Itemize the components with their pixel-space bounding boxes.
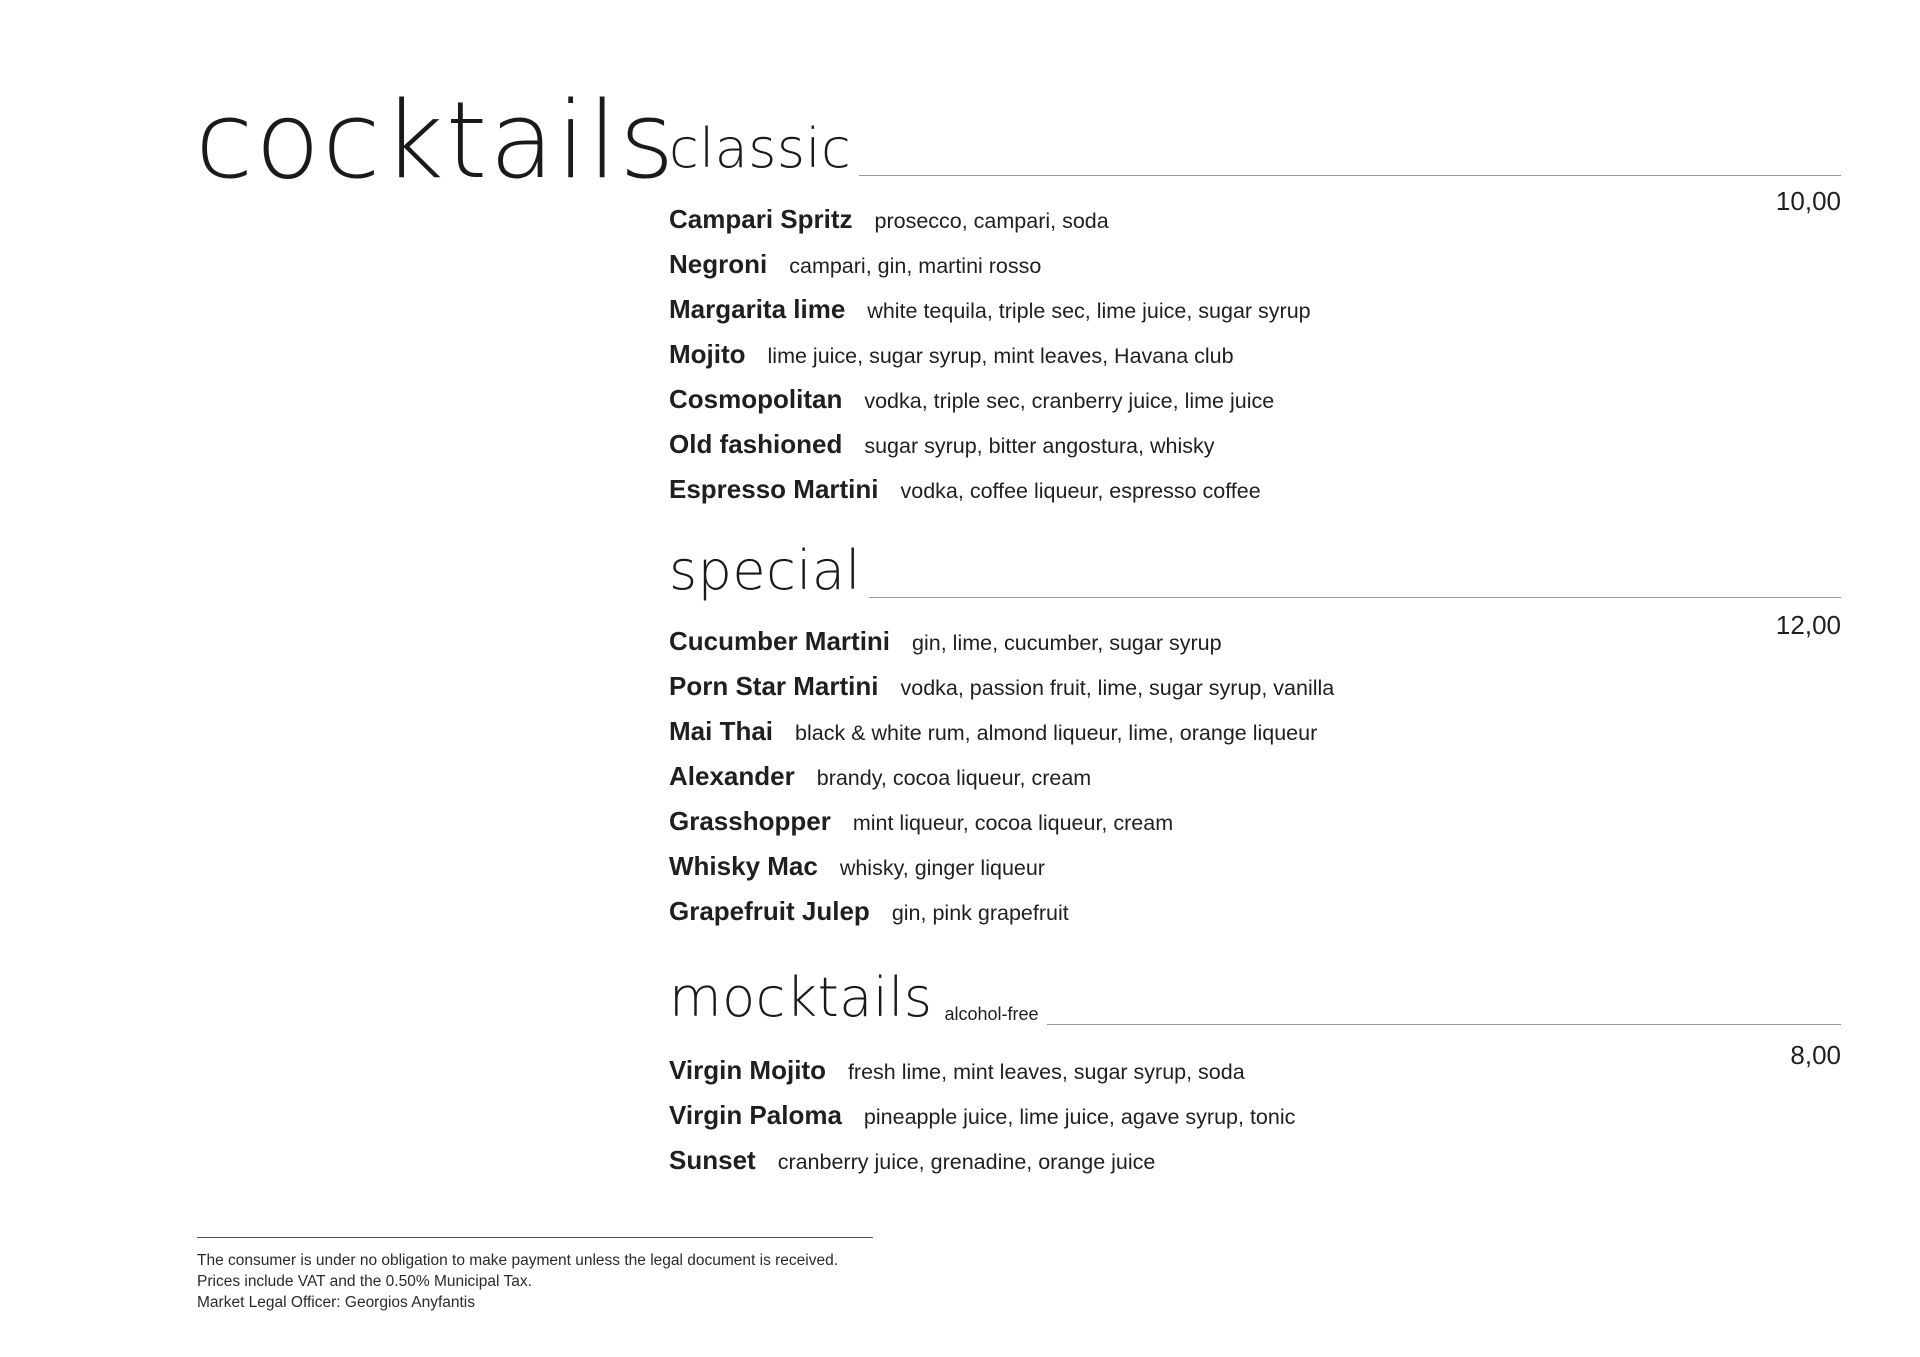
- item-ingredients: pineapple juice, lime juice, agave syrup, tonic: [863, 1105, 1296, 1129]
- legal-footer: [197, 1250, 838, 1313]
- menu-item: [669, 294, 1669, 339]
- footer-line: The consumer is under no obligation to make payment unless the legal document is received.: [197, 1252, 839, 1269]
- item-ingredients: whisky, ginger liqueur: [839, 856, 1045, 880]
- footer-divider: [197, 1237, 873, 1238]
- menu-item: [669, 384, 1669, 429]
- section-mocktails: [669, 966, 1841, 1175]
- item-name: Old fashioned: [669, 429, 843, 459]
- item-list: [669, 626, 1669, 941]
- section-divider: [1047, 1024, 1841, 1025]
- item-ingredients: brandy, cocoa liqueur, cream: [816, 766, 1092, 790]
- item-ingredients: gin, pink grapefruit: [891, 901, 1069, 925]
- menu-item: [669, 429, 1669, 474]
- menu-item: [669, 806, 1669, 851]
- menu-item: [669, 671, 1669, 716]
- section-price: 10,00: [1775, 186, 1841, 216]
- item-name: Alexander: [669, 761, 795, 791]
- item-name: Porn Star Martini: [669, 671, 879, 701]
- item-ingredients: vodka, passion fruit, lime, sugar syrup, vanilla: [900, 676, 1335, 700]
- item-name: Grapefruit Julep: [669, 896, 870, 926]
- section-special: [669, 539, 1841, 926]
- item-list: [669, 1055, 1669, 1190]
- section-header: [669, 966, 1841, 1029]
- item-ingredients: sugar syrup, bitter angostura, whisky: [864, 434, 1215, 458]
- section-price: 8,00: [1790, 1040, 1841, 1070]
- section-title: mocktails: [669, 966, 933, 1029]
- item-name: Negroni: [669, 249, 768, 279]
- item-ingredients: mint liqueur, cocoa liqueur, cream: [852, 811, 1174, 835]
- menu-item: [669, 1100, 1669, 1145]
- footer-line: Market Legal Officer: Georgios Anyfantis: [197, 1294, 475, 1311]
- menu-item: [669, 626, 1669, 671]
- menu-item: [669, 716, 1669, 761]
- section-divider: [869, 597, 1841, 598]
- item-ingredients: campari, gin, martini rosso: [789, 254, 1042, 278]
- item-list: [669, 204, 1669, 519]
- menu-item: [669, 851, 1669, 896]
- menu-item: [669, 249, 1669, 294]
- item-name: Mai Thai: [669, 716, 774, 746]
- section-title: classic: [669, 117, 852, 180]
- footer-line: Prices include VAT and the 0.50% Municipal Tax.: [197, 1273, 532, 1290]
- item-ingredients: white tequila, triple sec, lime juice, sugar syrup: [867, 299, 1311, 323]
- section-title: special: [669, 539, 861, 602]
- item-ingredients: lime juice, sugar syrup, mint leaves, Havana club: [767, 344, 1234, 368]
- menu-item: [669, 761, 1669, 806]
- item-ingredients: fresh lime, mint leaves, sugar syrup, soda: [847, 1060, 1245, 1084]
- item-ingredients: cranberry juice, grenadine, orange juice: [777, 1150, 1156, 1174]
- section-price: 12,00: [1775, 610, 1841, 640]
- item-name: Cucumber Martini: [669, 626, 891, 656]
- menu-item: [669, 1055, 1669, 1100]
- item-name: Mojito: [669, 339, 746, 369]
- menu-item: [669, 339, 1669, 384]
- section-classic: [669, 117, 1841, 504]
- item-name: Espresso Martini: [669, 474, 879, 504]
- item-name: Cosmopolitan: [669, 384, 843, 414]
- menu-item: [669, 474, 1669, 519]
- item-name: Sunset: [669, 1145, 756, 1175]
- section-header: [669, 539, 1841, 602]
- item-name: Grasshopper: [669, 806, 831, 836]
- item-ingredients: vodka, triple sec, cranberry juice, lime juice: [864, 389, 1275, 413]
- section-divider: [859, 175, 1841, 176]
- item-name: Margarita lime: [669, 294, 846, 324]
- item-name: Virgin Paloma: [669, 1100, 842, 1130]
- item-name: Campari Spritz: [669, 204, 853, 234]
- menu-item: [669, 896, 1669, 941]
- item-name: Virgin Mojito: [669, 1055, 826, 1085]
- item-name: Whisky Mac: [669, 851, 818, 881]
- menu-item: [669, 1145, 1669, 1190]
- menu-item: [669, 204, 1669, 249]
- page-title: cocktails: [195, 79, 677, 202]
- item-ingredients: black & white rum, almond liqueur, lime, orange liqueur: [795, 721, 1318, 745]
- item-ingredients: prosecco, campari, soda: [874, 209, 1109, 233]
- section-subtitle: alcohol-free: [944, 1004, 1039, 1024]
- section-header: [669, 117, 1841, 180]
- item-ingredients: vodka, coffee liqueur, espresso coffee: [900, 479, 1261, 503]
- item-ingredients: gin, lime, cucumber, sugar syrup: [912, 631, 1222, 655]
